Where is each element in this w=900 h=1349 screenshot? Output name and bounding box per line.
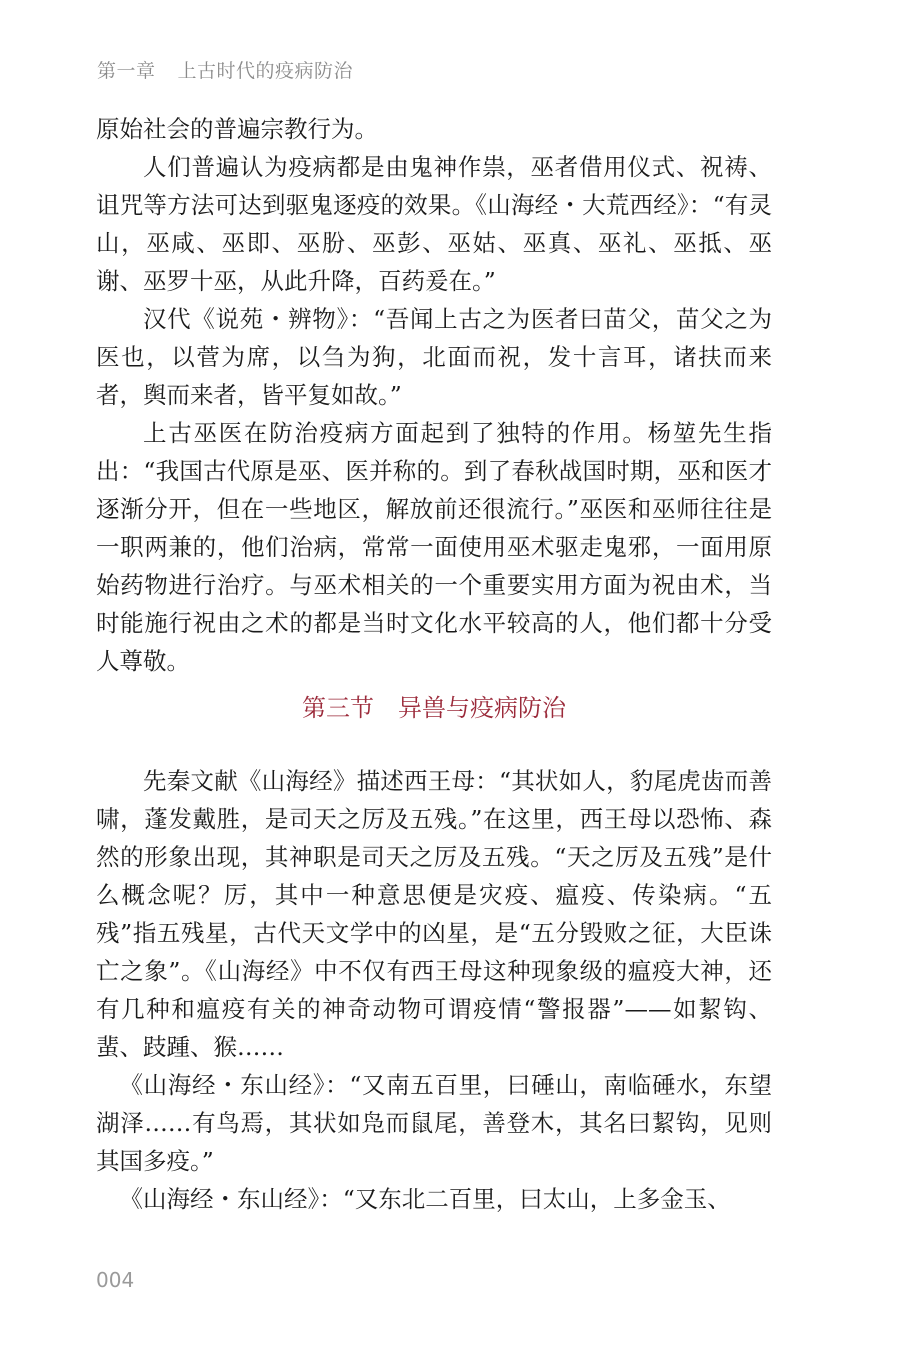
section-heading [0,688,868,723]
paragraph: 人们普遍认为疫病都是由鬼神作祟，巫者借用仪式、祝祷、诅咒等方法可达到驱鬼逐疫的效果。《山海经・大荒西经》：“有灵山，巫咸、巫即、巫朌、巫彭、巫姑、巫真、巫礼、巫抵、巫谢、巫罗十巫，从此升降，百药爰在。” [96,153,772,295]
running-header [97,56,353,83]
body-text-top [96,110,772,680]
chapter-number: 第一章 [97,60,156,82]
paragraph: 汉代《说苑・辨物》：“吾闻上古之为医者曰苗父，苗父之为医也，以菅为席，以刍为狗，北面而祝，发十言耳，诸扶而来者，舆而来者，皆平复如故。” [96,305,772,409]
page-number: 004 [96,1268,135,1292]
paragraph: 上古巫医在防治疫病方面起到了独特的作用。杨堃先生指出：“我国古代原是巫、医并称的。到了春秋战国时期，巫和医才逐渐分开，但在一些地区，解放前还很流行。”巫医和巫师往往是一职两兼的，他们治病，常常一面使用巫术驱走鬼邪，一面用原始药物进行治疗。与巫术相关的一个重要实用方面为祝由术，当时能施行祝由之术的都是当时文化水平较高的人，他们都十分受人尊敬。 [96,419,772,675]
paragraph-continuation: 原始社会的普遍宗教行为。 [96,115,378,143]
paragraph: 先秦文献《山海经》描述西王母：“其状如人，豹尾虎齿而善啸，蓬发戴胜，是司天之厉及五残。”在这里，西王母以恐怖、森然的形象出现，其神职是司天之厉及五残。“天之厉及五残”是什么概念呢？厉，其中一种意思便是灾疫、瘟疫、传染病。“五残”指五残星，古代天文学中的凶星，是“五分毁败之征，大臣诛亡之象”。《山海经》中不仅有西王母这种现象级的瘟疫大神，还有几种和瘟疫有关的神奇动物可谓疫情“警报器”——如絜钩、蜚、跂踵、猴…… [96,767,772,1061]
chapter-title: 上古时代的疫病防治 [177,60,354,82]
quote-paragraph: 《山海经・东山经》：“又东北二百里，曰太山，上多金玉、 [119,1185,731,1213]
section-title-text: 异兽与疫病防治 [398,694,566,722]
section-number: 第三节 [302,694,374,722]
quote-paragraph: 《山海经・东山经》：“又南五百里，曰硾山，南临硾水，东望湖泽……有鸟焉，其状如凫而鼠尾，善登木，其名曰絜钩，见则其国多疫。” [96,1071,772,1175]
body-text-bottom [96,762,772,1218]
